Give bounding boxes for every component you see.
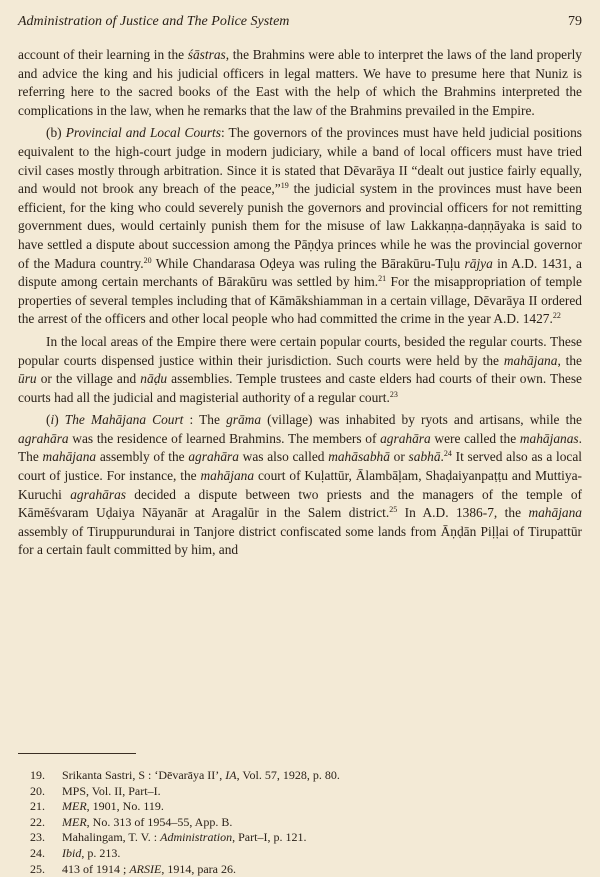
text-run: . The <box>18 430 582 465</box>
text-run: , Part–I, p. 121. <box>232 830 307 845</box>
text-run: In the local areas of the Empire there were certain popular courts, besided the regular courts. These popular courts dispensed justice within their jurisdiction. Such courts were held by the <box>18 333 582 368</box>
text-run: , the Brahmins were able to interpret the laws of the land properly and advice the king and his judicial officers in legal matters. We have to presume here that Nuniz is referring here to the sacred books of the East with the help of which the Brahmins interpreted the complications in the law, when he remarks that the law of the Brahmins prevailed in the Empire. <box>18 47 582 118</box>
footnotes <box>30 768 582 877</box>
footnote-rule <box>18 753 136 754</box>
footnote-item <box>30 830 582 846</box>
text-run: , Vol. 57, 1928, p. 80. <box>236 768 340 782</box>
footnote-number: 24. <box>30 845 45 860</box>
italic-term: ūru <box>18 371 37 387</box>
text-run: : The <box>183 412 227 428</box>
text-run: decided a dispute between two priests and the managers of the temple of Kāmēśvaram Uḍaiya Nāyanār at Aragalūr in the Salem district. <box>18 486 582 521</box>
italic-term: agrahāra <box>18 430 69 446</box>
footnote-text <box>62 784 161 800</box>
text-run: assemblies. Temple trustees and caste elders had courts of their own. These courts had all the judicial and magisterial authority of a regular court. <box>18 371 582 405</box>
footnote-number: 19. <box>30 768 45 782</box>
footnote-text <box>62 815 232 831</box>
text-run: was the residence of learned Brahmins. The members of <box>68 430 381 446</box>
paragraph-popular-courts <box>18 333 582 407</box>
text-run: account of their learning in the <box>18 47 188 62</box>
text-run: or <box>389 449 409 465</box>
italic-term: sabhā <box>408 449 441 465</box>
text-run: In A.D. 1386-7, the <box>397 505 529 521</box>
text-run: ( <box>46 412 51 428</box>
italic-term: mahājanas <box>519 430 579 446</box>
footnote-item <box>30 846 582 862</box>
text-run: For the misappropriation of temple properties of several temples including that of Kāmākshiamman in a certain village, Dēvarāya II ordered the arrest of the officers and other local people who had committed the crime in the year A.D. 1427. <box>18 274 582 327</box>
footnote-item <box>30 784 582 800</box>
footnote-ref-22: 22 <box>552 311 561 321</box>
text-run: , 1901, No. 119. <box>86 799 164 814</box>
footnote-number: 25. <box>30 861 45 876</box>
italic-term: Administration <box>160 830 233 845</box>
italic-term: śāstras <box>187 47 226 62</box>
italic-term: i <box>50 412 55 428</box>
page-number: 79 <box>568 14 582 29</box>
italic-term: MER <box>62 814 87 829</box>
italic-term: mahāsabhā <box>328 449 390 465</box>
footnote-ref-21: 21 <box>378 274 387 284</box>
italic-term: Provincial and Local Courts <box>65 125 221 141</box>
text-run: 413 of 1914 ; <box>62 861 130 876</box>
text-run: (b) <box>46 125 66 141</box>
italic-term: Ibid <box>62 845 82 860</box>
text-run: Mahalingam, T. V. : <box>62 830 161 845</box>
italic-term: IA <box>225 768 237 782</box>
italic-term: mahājana <box>528 505 583 521</box>
footnote-number: 22. <box>30 814 45 829</box>
italic-term: mahājana <box>42 449 97 465</box>
running-title: Administration of Justice and The Police System <box>18 14 290 29</box>
text-run: was also called <box>238 449 329 465</box>
paragraph-1 <box>18 46 582 120</box>
paragraph-provincial-courts <box>18 124 582 329</box>
italic-term: grāma <box>226 412 262 428</box>
main-text <box>18 46 582 564</box>
text-run: were called the <box>430 430 520 446</box>
footnote-number: 21. <box>30 799 45 814</box>
footnote-ref-24: 24 <box>443 449 452 459</box>
running-header <box>18 14 582 30</box>
footnote-text <box>62 768 340 784</box>
italic-term: rājya <box>464 255 493 271</box>
text-run: . <box>440 449 444 465</box>
footnote-text <box>62 846 120 862</box>
text-run: : The governors of the provinces must have held judicial positions equivalent to the high-court judge in modern judiciary, while a band of local officers must have tried civil cases mostly through arbitration. Since it is stated that Dēvarāya II “dealt out justice fairly equally, and would not brook any breach of the peace,” <box>18 125 582 197</box>
text-run: It served also as a local court of justice. For instance, the <box>18 449 583 484</box>
text-run: or the village and <box>36 371 141 387</box>
footnote-ref-25: 25 <box>389 505 398 515</box>
footnote-text <box>62 799 164 815</box>
italic-term: agrahāras <box>70 486 126 502</box>
italic-term: The Mahājana Court <box>64 412 184 428</box>
text-run: , No. 313 of 1954–55, App. B. <box>86 814 233 829</box>
text-run: (village) was inhabited by ryots and artisans, while the <box>261 412 582 428</box>
text-run: , p. 213. <box>81 845 121 860</box>
text-run: Srikanta Sastri, S : ‘Dēvarāya II’, <box>62 768 226 782</box>
italic-term: ARSIE <box>129 861 162 876</box>
text-run: ) <box>54 412 65 428</box>
italic-term: mahājana <box>503 352 558 368</box>
text-run: , the <box>557 352 582 368</box>
footnote-ref-23: 23 <box>389 389 398 399</box>
text-run: the judicial system in the provinces must have been efficient, for the king who could severely punish the governors and provincial officers for not remitting government dues, would certainly punish them for the misuse of law Lakkaṇṇa-daṇṇāyaka is said to have settled a dispute about succession among the Pāṇḍya princes while he was the provincial governor of the Madura country. <box>18 181 582 271</box>
text-run: While Chandarasa Oḍeya was ruling the Bārakūru-Tuḷu <box>151 255 465 271</box>
footnote-ref-19: 19 <box>280 181 289 191</box>
italic-term: mahājana <box>200 468 255 484</box>
italic-term: nāḍu <box>140 371 168 387</box>
footnote-text <box>62 830 306 846</box>
footnote-number: 20. <box>30 783 45 798</box>
footnote-ref-20: 20 <box>143 255 152 265</box>
footnote-number: 23. <box>30 830 45 845</box>
text-run: in A.D. 1431, a dispute among certain merchants of Bārakūru was settled by him. <box>18 255 582 290</box>
paragraph-mahajana-court <box>18 411 582 560</box>
text-run: MPS, Vol. II, Part–I. <box>62 783 161 798</box>
footnote-item <box>30 815 582 831</box>
italic-term: MER <box>62 799 87 814</box>
text-run: , 1914, para 26. <box>161 861 236 876</box>
text-run: assembly of Tiruppurundurai in Tanjore district confiscated some lands from Āṇḍān Piḷḷai of Tirupattūr for a certain fault committed by him, and <box>18 523 582 558</box>
italic-term: agrahāra <box>380 430 431 446</box>
text-run: assembly of the <box>96 449 189 465</box>
footnote-item <box>30 799 582 815</box>
text-run: court of Kuḷattūr, Ālambāḷam, Shaḍaiyanpaṭṭu and Muttiya-Kuruchi <box>18 468 582 502</box>
footnote-item <box>30 768 582 784</box>
italic-term: agrahāra <box>188 449 239 465</box>
